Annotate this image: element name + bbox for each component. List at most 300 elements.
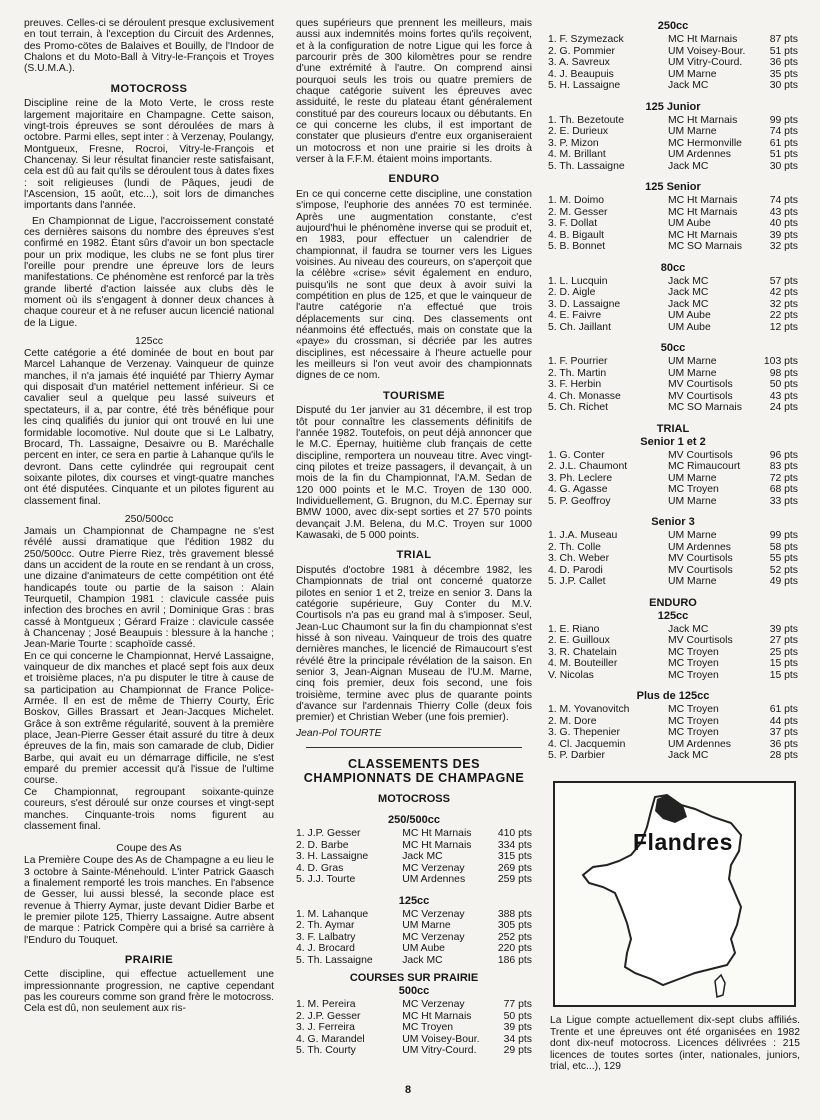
result-name: 3. Ph. Leclere (548, 472, 613, 484)
result-club: UM Marne (668, 576, 717, 587)
result-name: 3. G. Thepenier (548, 727, 621, 738)
result-name: 5. Th. Lassaigne (548, 160, 625, 172)
result-points: 35 pts (769, 68, 798, 80)
result-name: 1. M. Yovanovitch (548, 704, 630, 715)
result-club: UM Marne (668, 530, 717, 541)
result-points: 305 pts (497, 920, 532, 932)
result-club: MC Hermonville (668, 137, 742, 149)
result-name: 2. Th. Martin (548, 367, 607, 379)
result-row (296, 1045, 532, 1057)
result-club: MC Verzenay (402, 999, 465, 1011)
results-trial-s3-table (548, 530, 798, 588)
result-name: 3. Ch. Weber (548, 553, 610, 564)
result-name: 4. Cl. Jacquemin (548, 738, 626, 750)
results-pr500-heading: 500cc (398, 985, 430, 998)
motocross-paragraph-2: En Championnat de Ligue, l'accroissement constaté ces dernières saisons du nombre des épreuves s'est confirmé en 1982. Étant sûrs d'avoir un bon spectacle pour un prix modique, les clubs ne se font plus tirer l'oreille pour prendre une épreuve lors de leurs manifestations. Ce phénomène est renforcé par la très grande liberté d'action laissée aux clubs dès le moment où ils s'engagent à donner deux chances à chaque coureur et à ne refuser aucun licencié national de la Ligue. (24, 215, 274, 329)
s250-paragraph-1: Jamais un Championnat de Champagne ne s'est révélé aussi dramatique que l'édition 1982 du 250/500cc. Outre Pierre Riez, très gravement blessé dans un accident de la route en se rendant à un cross, une dizaine d'animateurs de cette compétition ont été handicapés toute ou partie de la saison : Alain Teurquetil, Champion 1981 : clavicule cassée puis infection des broches en avril ; Dominique Gras : bras cassé à Montgueux ; Gérard Fraize : clavicule cassée à Chancenay ; José Beaupuis : blessure à la hanche ; Jean-Marie Tourte : scaphoïde cassé. (24, 525, 274, 651)
result-points: 22 pts (769, 310, 798, 321)
result-club: UM Aube (668, 218, 711, 229)
result-name: 3. A. Savreux (548, 57, 610, 68)
result-points: 15 pts (769, 658, 798, 669)
result-name: 2. G. Pommier (548, 45, 615, 57)
result-row (548, 138, 798, 150)
result-name: 2. E. Durieux (548, 126, 609, 137)
results-p80-heading: 80cc (660, 261, 686, 274)
result-club: MC Verzenay (402, 862, 465, 874)
page-number: 8 (405, 1084, 412, 1096)
result-name: 4. G. Marandel (296, 1033, 365, 1045)
result-points: 33 pts (769, 495, 798, 507)
result-club: UM Voisey-Bour. (402, 1033, 480, 1045)
s250-heading: 250/500cc (124, 512, 174, 525)
result-row (548, 368, 798, 380)
result-row (296, 828, 532, 840)
result-club: UM Marne (668, 126, 717, 137)
result-points: 43 pts (769, 390, 798, 402)
result-name: 5. J.J. Tourte (296, 874, 356, 886)
result-name: 1. M. Pereira (296, 999, 356, 1011)
s125-heading: 125cc (134, 335, 164, 348)
result-name: 1. J.P. Gesser (296, 828, 361, 840)
result-points: 83 pts (769, 461, 798, 472)
column-right (548, 18, 798, 762)
result-club: MC Troyen (668, 715, 719, 727)
result-row (548, 69, 798, 81)
result-row (548, 115, 798, 127)
result-name: 5. P. Darbier (548, 750, 605, 761)
result-name: 5. H. Lassaigne (548, 80, 621, 91)
result-club: MC Troyen (668, 727, 719, 738)
result-name: 3. F. Lalbatry (296, 931, 356, 943)
result-points: 259 pts (497, 874, 532, 886)
result-name: 4. Ch. Monasse (548, 390, 621, 402)
result-club: MC Ht Marnais (668, 195, 738, 206)
result-name: 3. J. Ferreira (296, 1022, 355, 1034)
result-row (548, 473, 798, 485)
result-club: MC Ht Marnais (402, 828, 472, 840)
result-points: 61 pts (769, 704, 798, 715)
result-points: 186 pts (497, 954, 532, 966)
result-row (548, 322, 798, 334)
motocross-heading: MOTOCROSS (110, 82, 188, 95)
result-name: 4. J. Brocard (296, 943, 355, 955)
results-trial-s12-table (548, 450, 798, 508)
result-points: 410 pts (497, 828, 532, 840)
result-row (548, 530, 798, 542)
result-club: UM Marne (668, 495, 717, 507)
results-mx250-heading: 250/500cc (388, 814, 440, 827)
result-club: UM Ardennes (668, 738, 731, 750)
result-points: 42 pts (769, 287, 798, 298)
result-club: MC Troyen (402, 1022, 453, 1034)
result-club: UM Aube (668, 310, 711, 321)
result-row (548, 739, 798, 751)
results-p125s-table (548, 195, 798, 253)
results-trial-heading: TRIAL (656, 422, 690, 435)
result-name: 5. P. Geoffroy (548, 495, 611, 507)
author-signature: Jean-Pol TOURTE (296, 727, 382, 739)
s250-paragraph-2: En ce qui concerne le Championnat, Hervé Lassaigne, vainqueur de dix manches et placé sept fois aux deux et troisième places, n'a pu disputer le titre à cause de sa participation au Championnat de France Police-Armée. Il en est de même de Thierry Courty, Éric Boskov, Gilles Brassart et Jean-Jacques Michelet. Grâce à son extrême régularité, souvent à la première place, Jean-Pierre Gesser était assuré du titre à deux épreuves de la fin, mais son camarade de club, Didier Barbe, qui avait eu un démarrage difficile, ne s'est emparé du premier accessit qu'à l'issue de l'ultime course. (24, 650, 274, 787)
results-prairie-heading: COURSES SUR PRAIRIE (349, 972, 479, 985)
result-row (548, 484, 798, 496)
results-trial-s12-heading: Senior 1 et 2 (640, 435, 706, 448)
motocross-paragraph-1: Discipline reine de la Moto Verte, le cross reste largement majoritaire en Champagne. Cette saison, vingt-trois épreuves se sont déroulées de mars à octobre. Parmi elles, sept inter : à Verzenay, Poulangy, Montgueux, Fresne, Rocroi, Vitry-le-François et Chancenay. Si leur résultat financier reste satisfaisant, cela est dû au fait qu'ils se déroulent tous à dates fixes : soit religieuses (lundi de Pâques, jeudi de l'Ascension, 15 août, etc...), soit lors de dimanches importants dans l'année. (24, 98, 274, 212)
result-name: 3. F. Dollat (548, 218, 598, 229)
result-name: 2. J.P. Gesser (296, 1010, 361, 1022)
result-row (548, 379, 798, 391)
results-mx250-table (296, 828, 532, 886)
result-points: 30 pts (769, 160, 798, 172)
prairie-heading: PRAIRIE (124, 953, 174, 966)
result-points: 29 pts (503, 1045, 532, 1057)
results-en125-heading: 125cc (657, 609, 689, 622)
result-row (548, 496, 798, 508)
result-points: 96 pts (769, 449, 798, 461)
result-club: UM Aube (402, 943, 445, 955)
result-points: 103 pts (763, 356, 798, 367)
result-points: 252 pts (497, 931, 532, 943)
results-p250-table (548, 34, 798, 92)
result-points: 57 pts (769, 275, 798, 287)
result-club: UM Vitry-Courd. (402, 1045, 477, 1057)
result-name: 1. M. Doimo (548, 195, 605, 206)
result-name: 4. M. Bouteiller (548, 658, 618, 669)
result-points: 68 pts (769, 484, 798, 495)
result-name: 2. E. Guilloux (548, 635, 610, 646)
result-row (548, 750, 798, 762)
result-name: 1. E. Riano (548, 623, 600, 635)
result-name: 2. Th. Aymar (296, 920, 355, 932)
result-points: 77 pts (503, 999, 532, 1011)
result-row (548, 149, 798, 161)
result-row (548, 670, 798, 682)
result-row (548, 218, 798, 230)
result-club: MC Verzenay (402, 908, 465, 920)
result-points: 51 pts (769, 45, 798, 57)
result-name: 5. Th. Courty (296, 1045, 356, 1057)
result-club: UM Marne (668, 68, 717, 80)
result-row (296, 943, 532, 955)
result-points: 28 pts (769, 750, 798, 761)
result-row (548, 46, 798, 58)
result-points: 24 pts (769, 402, 798, 413)
result-row (548, 230, 798, 242)
result-club: MC Ht Marnais (668, 114, 738, 126)
result-points: 27 pts (769, 635, 798, 646)
results-p125s-heading: 125 Senior (645, 181, 701, 193)
result-club: UM Marne (402, 920, 451, 932)
result-club: UM Ardennes (402, 874, 466, 886)
result-points: 72 pts (769, 472, 798, 484)
result-row (548, 57, 798, 69)
results-p125j-table (548, 115, 798, 173)
result-points: 39 pts (769, 623, 798, 635)
result-points: 52 pts (769, 564, 798, 576)
coupe-heading: Coupe des As (116, 842, 182, 855)
result-points: 43 pts (769, 206, 798, 218)
result-name: 2. M. Gesser (548, 206, 608, 218)
results-pr500-table (296, 999, 532, 1057)
result-name: 4. M. Brillant (548, 149, 606, 160)
result-points: 34 pts (503, 1033, 532, 1045)
result-points: 32 pts (769, 298, 798, 310)
result-row (548, 704, 798, 716)
result-points: 39 pts (769, 229, 798, 241)
result-name: 2. J.L. Chaumont (548, 461, 628, 472)
tourisme-heading: TOURISME (382, 389, 446, 402)
result-points: 58 pts (769, 541, 798, 553)
result-row (548, 241, 798, 253)
result-row (296, 1034, 532, 1046)
result-row (296, 1011, 532, 1023)
result-points: 12 pts (769, 321, 798, 333)
result-points: 74 pts (769, 195, 798, 206)
result-name: 1. Th. Bezetoute (548, 114, 625, 126)
result-name: 2. D. Aigle (548, 287, 596, 298)
result-club: MC Troyen (668, 484, 719, 495)
result-row (548, 727, 798, 739)
result-points: 99 pts (769, 114, 798, 126)
result-points: 40 pts (769, 218, 798, 229)
result-name: 5. B. Bonnet (548, 241, 606, 252)
result-club: MC Rimaucourt (668, 461, 741, 472)
result-row (296, 863, 532, 875)
result-points: 50 pts (769, 379, 798, 390)
result-row (548, 391, 798, 403)
result-club: Jack MC (668, 275, 709, 287)
result-name: 1. F. Szymezack (548, 34, 624, 45)
result-points: 32 pts (769, 241, 798, 252)
result-points: 74 pts (769, 126, 798, 137)
result-row (548, 126, 798, 138)
results-p50-table (548, 356, 798, 414)
result-name: 3. P. Mizon (548, 137, 599, 149)
result-row (548, 80, 798, 92)
result-club: Jack MC (668, 160, 709, 172)
result-name: 5. J.P. Callet (548, 576, 606, 587)
result-club: MC Troyen (668, 646, 719, 658)
intro-paragraph: preuves. Celles-ci se déroulent presque exclusivement en tout terrain, à l'exception du Circuit des Ardennes, des Promo-cötes de Balaives et Bouilly, de l'Indoor de Chalons et du Moto-Ball à Vitry-le-François et Troyes (S.U.M.A.). (24, 18, 274, 75)
result-club: MC Troyen (668, 658, 719, 669)
result-name: V. Nicolas (548, 669, 594, 681)
result-name: 3. D. Lassaigne (548, 298, 621, 310)
result-club: Jack MC (668, 80, 709, 91)
classements-title-line-2: CHAMPIONNATS DE CHAMPAGNE (303, 770, 525, 785)
map-region-label: Flandres (633, 829, 733, 855)
result-club: MV Courtisols (668, 449, 733, 461)
result-points: 51 pts (769, 149, 798, 160)
result-row (548, 287, 798, 299)
result-row (548, 356, 798, 368)
france-map-figure (553, 781, 796, 1007)
s125-paragraph: Cette catégorie a été dominée de bout en bout par Marcel Lahanque de Verzenay. Vainqueur de quinze manches, il n'a jamais été inquiété par Thierry Aymar qui disposait d'un matériel nettement inférieur. Si ce cavalier seul a quelque peu lassé suiveurs et spectateurs, il a, par contre, été très bénéfique pour les cinq qualifiés du junior qui ont trouvé en lui une formidable locomotive. Nul doute que si Le Lalbatry, Brocard, Th. Lassaigne, Desaivre ou B. Maréchalle percent en inter, ce sera en partie à Lahanque qu'ils le devront. Dans cette cylindrée qui regroupait cent soixante pilotes, dix courses et vingt-quatre manches ont été disputées. Cinquante et un pilotes figurent au classement final. (24, 348, 274, 507)
result-club: UM Marne (668, 356, 717, 367)
result-row (548, 195, 798, 207)
result-row (296, 1022, 532, 1034)
result-row (548, 461, 798, 473)
results-enduro-heading: ENDURO (649, 596, 697, 609)
result-name: 2. M. Dore (548, 715, 597, 727)
result-club: UM Aube (668, 321, 711, 333)
result-row (296, 932, 532, 944)
enduro-paragraph: En ce qui concerne cette discipline, une constation s'impose, l'euphorie des années 70 est terminée. Après une augmentation constante, c'est aujourd'hui le phénomène inverse qui se produit et, en 1983, pour effectuer un calendrier de championnat, il faudra se tourner vers les Ligues voisines. Au niveau des coureurs, on s'aperçoit que la célèbre «crise» sévit également en enduro, puisqu'ils ne sont que deux à avoir suivi la compétition en plus de 125, et que le vainqueur de l'autre catégorie n'a effectué que trois déplacements sur cinq. Des classements ont néanmoins été effectués, mais on constate que la «paye» du crossman, si décriée par les autres disciplines, est nécessaire à l'heure actuelle pour les meilleurs si l'on veut avoir des championnats dignes de ce nom. (296, 188, 532, 382)
result-row (296, 920, 532, 932)
result-club: MV Courtisols (668, 553, 733, 564)
result-row (548, 450, 798, 462)
tourisme-paragraph: Disputé du 1er janvier au 31 décembre, il est trop tôt pour connaître les classements définitifs de l'année 1982. Toutefois, on peut déjà annoncer que le M.C. Épernay, huitième club français de cette discipline, remportera un nouveau titre. Avec vingt-cinq pilotes et treize passagers, il devançait, à un mois de la fin du Championnat, l'A.M. Sedan de 120 000 points et le M.C. Troyen de 130 000. Individuellement, G. Brugnon, du M.C. Épernay sur BMW 1000, avec dix-sept sorties et 27 570 points devançait J.M. Belena, du M.C. Troyen sur 1000 Kawasaki, de 5 000 points. (296, 405, 532, 542)
france-map-icon (555, 783, 794, 1005)
result-club: MC Troyen (668, 669, 719, 681)
result-name: 3. R. Chatelain (548, 646, 617, 658)
result-name: 3. H. Lassaigne (296, 851, 369, 863)
result-points: 49 pts (769, 576, 798, 587)
coupe-paragraph: La Première Coupe des As de Champagne a eu lieu le 3 octobre à Sainte-Ménehould. L'inter Patrick Gaasch a finalement remporté les trois manches. En l'absence de Gesser, lui aussi blessé, la seconde place est revenue à Thierry Aymar, juste devant Didier Barbe et le premier pilote 125, Thierry Lassaigne. Autre absent de marque : Patrick Compère qui a brisé sa carrière à l'Enduro du Touquet. (24, 855, 274, 946)
result-row (548, 402, 798, 414)
result-points: 55 pts (769, 553, 798, 564)
result-points: 44 pts (769, 715, 798, 727)
result-row (296, 955, 532, 967)
results-p50-heading: 50cc (660, 342, 686, 354)
result-name: 4. G. Agasse (548, 484, 608, 495)
result-club: MV Courtisols (668, 564, 733, 576)
result-points: 36 pts (769, 738, 798, 750)
result-club: UM Marne (668, 472, 717, 484)
result-points: 87 pts (769, 34, 798, 45)
result-club: MC Ht Marnais (668, 229, 738, 241)
result-row (296, 874, 532, 886)
result-club: UM Ardennes (668, 149, 731, 160)
result-club: Jack MC (668, 298, 709, 310)
result-club: MC Ht Marnais (402, 839, 472, 851)
result-points: 25 pts (769, 646, 798, 658)
result-name: 1. F. Pourrier (548, 356, 608, 367)
prairie-paragraph: Cette discipline, qui effectue actuellement une impressionnante progression, ne captive cependant pas les coureurs comme son grand frère le motocross. Cela est dû, non seulement aux ris- (24, 969, 274, 1015)
result-club: MC Troyen (668, 704, 719, 715)
results-en125-table (548, 624, 798, 682)
result-points: 15 pts (769, 669, 798, 681)
result-club: MV Courtisols (668, 379, 733, 390)
result-name: 1. M. Lahanque (296, 908, 369, 920)
result-club: UM Ardennes (668, 541, 731, 553)
enduro-heading: ENDURO (388, 173, 440, 186)
result-points: 334 pts (497, 839, 532, 851)
result-points: 37 pts (769, 727, 798, 738)
result-club: UM Marne (668, 367, 717, 379)
result-name: 4. E. Faivre (548, 310, 602, 321)
result-row (548, 658, 798, 670)
result-points: 36 pts (769, 57, 798, 68)
prairie-continued: ques supérieurs que prennent les meilleurs, mais aussi aux indemnités moins fortes qu'ils reçoivent, et à la configuration de notre Ligue qui les force à parcourir près de 300 kilomètres pour se rendre d'une extrémité à l'autre. On comprend ainsi pourquoi seuls les trois ou quatre premiers de chaque catégorie suivent les épreuves avec assiduité, le reste du plateau étant généralement constitué par des coureurs locaux ou débutants. En ce qui concerne les clubs, il est important de constater que plusieurs d'entre eux organiseraient un motocross et non une prairie si les droits à verser à la F.F.M. étaient moins importants. (296, 18, 532, 166)
results-mx125-heading: 125cc (398, 894, 430, 907)
s250-paragraph-3: Ce Championnat, regroupant soixante-quinze coureurs, s'est déroulé sur onze courses et vingt-sept manches. Cinquante-trois noms figurent au classement final. (24, 786, 274, 832)
divider (306, 747, 522, 748)
result-name: 5. Th. Lassaigne (296, 954, 373, 966)
result-club: MC Ht Marnais (668, 206, 738, 218)
result-row (548, 647, 798, 659)
result-row (548, 576, 798, 588)
result-name: 4. J. Beaupuis (548, 68, 614, 80)
result-club: UM Voisey-Bour. (668, 45, 746, 57)
result-row (548, 553, 798, 565)
results-motocross-heading: MOTOCROSS (378, 793, 450, 806)
results-trial-s3-heading: Senior 3 (651, 516, 695, 528)
result-club: MC Ht Marnais (402, 1010, 472, 1022)
result-name: 4. B. Bigault (548, 229, 605, 241)
result-name: 2. D. Barbe (296, 839, 349, 851)
result-name: 5. Ch. Richet (548, 402, 609, 413)
result-row (548, 716, 798, 728)
result-club: Jack MC (668, 750, 709, 761)
result-row (296, 851, 532, 863)
result-club: MC SO Marnais (668, 241, 742, 252)
result-row (296, 909, 532, 921)
results-p250-heading: 250cc (657, 20, 689, 32)
results-enplus-heading: Plus de 125cc (636, 690, 710, 702)
result-club: Jack MC (402, 954, 443, 966)
result-points: 269 pts (497, 862, 532, 874)
trial-heading: TRIAL (396, 549, 432, 562)
result-points: 50 pts (503, 1010, 532, 1022)
result-club: MC Verzenay (402, 931, 465, 943)
result-name: 2. Th. Colle (548, 541, 601, 553)
result-row (296, 840, 532, 852)
result-row (548, 542, 798, 554)
column-left (24, 18, 274, 1015)
result-row (548, 299, 798, 311)
result-name: 1. J.A. Museau (548, 530, 618, 541)
result-points: 30 pts (769, 80, 798, 91)
result-row (548, 276, 798, 288)
trial-paragraph: Disputés d'octobre 1981 à décembre 1982, les Championnats de trial ont concerné quatorze pilotes en senior 1 et 2, treize en senior 3. Dans la catégorie supérieure, Guy Conter du M.V. Courtisols n'a pas eu grand mal à s'imposer. Seul, Jean-Luc Chaumont sur la fin du championnat s'est hissé à son niveau. Vainqueur de trois des quatre dernières manches, le licencié de Rimaucourt s'est révélé être la principale révélation de la saison. En senior 3, Jean-Aignan Museau de l'U.M. Marne, cinq fois premier, deux fois second, une fois troisième, termine avec plus de quarante points d'avance sur l'ardennais Thierry Colle (deux fois premier) et Christian Weber (une fois premier). (296, 564, 532, 724)
result-name: 4. D. Gras (296, 862, 344, 874)
result-club: MC SO Marnais (668, 402, 742, 413)
result-club: UM Vitry-Courd. (668, 57, 743, 68)
result-row (548, 34, 798, 46)
result-name: 1. G. Conter (548, 449, 605, 461)
map-caption: La Ligue compte actuellement dix-sept clubs affiliés. Trente et une épreuves ont été organisées en 1982 dont dix-neuf motocross. Licences délivrées : 215 licences de toutes sortes (inter, nationales, juniors, trial, etc...), 129 (550, 1015, 800, 1073)
result-row (296, 999, 532, 1011)
result-points: 220 pts (497, 943, 532, 955)
classements-title-line-1: CLASSEMENTS DES (347, 757, 481, 772)
result-name: 3. F. Herbin (548, 379, 602, 390)
result-row (548, 565, 798, 577)
result-name: 1. L. Lucquin (548, 275, 608, 287)
results-p80-table (548, 276, 798, 334)
result-points: 315 pts (497, 851, 532, 863)
result-club: MV Courtisols (668, 390, 733, 402)
result-club: MV Courtisols (668, 635, 733, 646)
result-row (548, 207, 798, 219)
result-club: Jack MC (668, 287, 709, 298)
column-middle (296, 18, 532, 1057)
result-club: Jack MC (668, 623, 709, 635)
results-p125j-heading: 125 Junior (645, 100, 701, 113)
result-points: 99 pts (769, 530, 798, 541)
result-row (548, 310, 798, 322)
results-enplus-table (548, 704, 798, 762)
result-row (548, 161, 798, 173)
result-points: 61 pts (769, 137, 798, 149)
result-points: 39 pts (503, 1022, 532, 1034)
result-points: 98 pts (769, 367, 798, 379)
result-name: 5. Ch. Jaillant (548, 321, 611, 333)
results-mx125-table (296, 909, 532, 967)
result-points: 388 pts (497, 908, 532, 920)
result-club: MC Ht Marnais (668, 34, 738, 45)
result-row (548, 624, 798, 636)
result-club: Jack MC (402, 851, 443, 863)
result-name: 4. D. Parodi (548, 564, 603, 576)
